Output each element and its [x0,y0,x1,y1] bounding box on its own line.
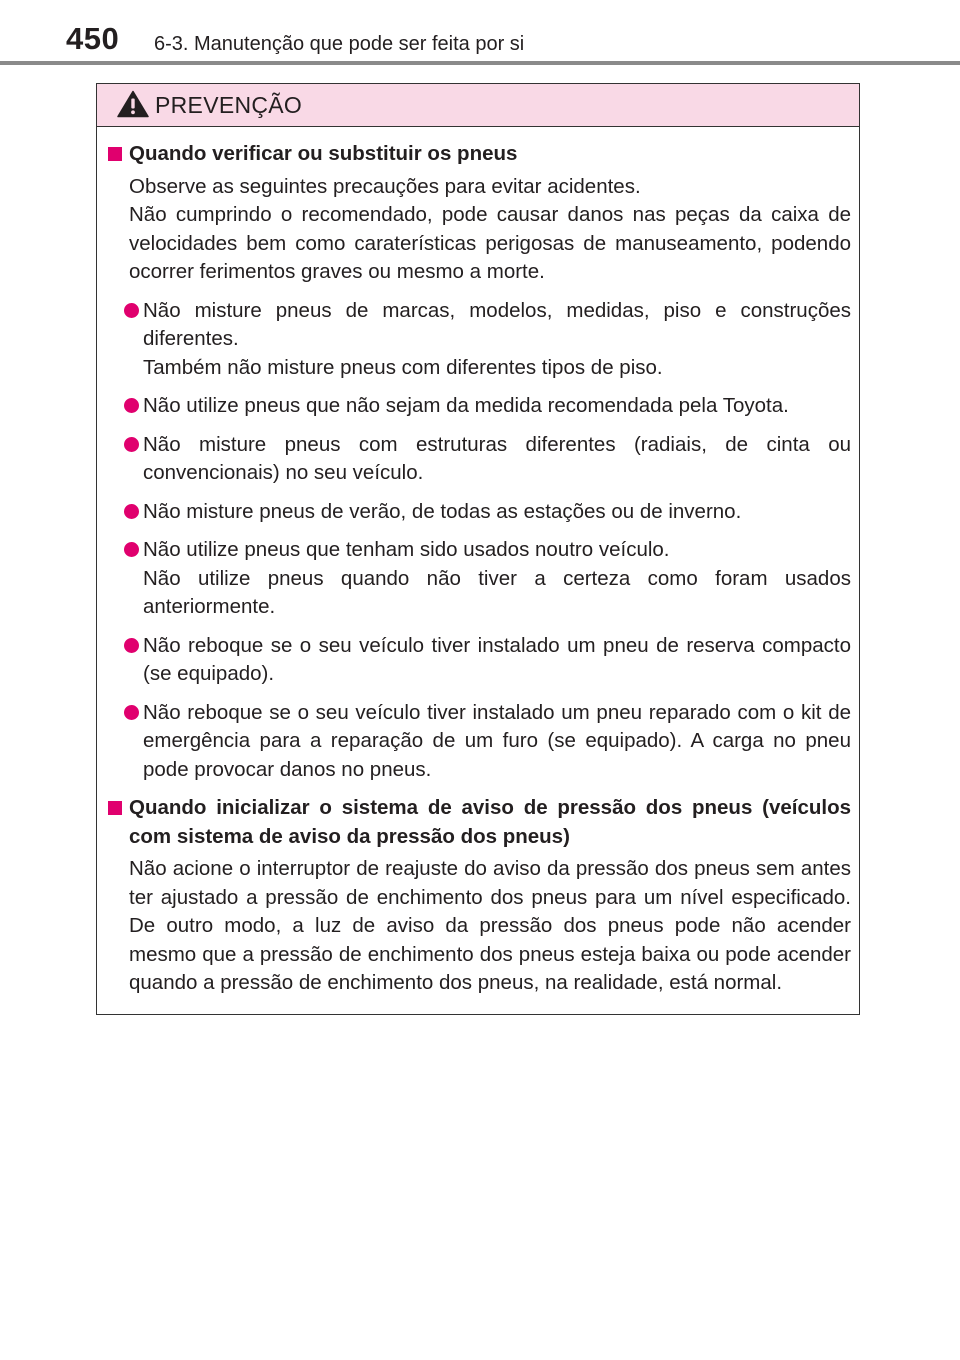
list-item-text: Não reboque se o seu veículo tiver instalado um pneu reparado com o kit de emergência para a reparação de um furo (se equipado). A carga no pneu pode provocar danos no pneus. [143,700,851,781]
paragraph: Não cumprindo o recomendado, pode causar danos nas peças da caixa de velocidades bem como caraterísticas perigosas de manuseamento, podendo ocorrer ferimentos graves ou mesmo a morte. [129,203,851,283]
bullet-list [107,297,851,785]
list-item-text: Não reboque se o seu veículo tiver instalado um pneu de reserva compacto (se equipado). [143,633,851,685]
section-heading [107,794,851,851]
header-rule [0,61,960,65]
page-number: 450 [66,21,120,56]
list-item-text: Não utilize pneus quando não tiver a certeza como foram usados anteriormente. [143,566,851,618]
section-paragraphs [107,173,851,287]
list-item [123,498,851,527]
warning-box [96,83,860,1015]
list-item-text: Não misture pneus de marcas, modelos, medidas, piso e construções diferentes. [143,298,851,350]
warning-content [97,127,859,998]
section-title: 6-3. Manutenção que pode ser feita por si [154,33,525,55]
list-item-text: Não misture pneus com estruturas diferentes (radiais, de cinta ou convencionais) no seu veículo. [143,432,851,484]
list-item [123,632,851,689]
list-item-text: Não misture pneus de verão, de todas as estações ou de inverno. [143,499,742,523]
circle-bullet-icon [124,398,139,413]
warning-triangle-icon [117,90,149,118]
circle-bullet-icon [124,705,139,720]
square-bullet-icon [108,147,122,161]
section-heading-text: Quando inicializar o sistema de aviso de pressão dos pneus (veículos com sistema de aviso da pressão dos pneus) [129,796,851,848]
list-item [123,392,851,421]
list-item-text: Não utilize pneus que tenham sido usados noutro veículo. [143,538,670,561]
list-item [123,431,851,488]
section-heading-text: Quando verificar ou substituir os pneus [129,142,518,165]
warning-title: PREVENÇÃO [155,92,303,118]
square-bullet-icon [108,801,122,815]
circle-bullet-icon [124,504,139,519]
list-item [123,536,851,622]
circle-bullet-icon [124,542,139,557]
list-item-text: Também não misture pneus com diferentes tipos de piso. [143,355,663,379]
warning-header [97,84,859,127]
circle-bullet-icon [124,638,139,653]
list-item [123,699,851,785]
list-item-text: Não utilize pneus que não sejam da medida recomendada pela Toyota. [143,394,789,417]
section-paragraphs [107,855,851,998]
list-item [123,297,851,383]
paragraph: Não acione o interruptor de reajuste do aviso da pressão dos pneus sem antes ter ajustado a pressão de enchimento dos pneus para um nível especificado. De outro modo, a luz de aviso da pressão dos pneus pode não acender mesmo que a pressão de enchimento dos pneus esteja baixa ou pode acender quando a pressão de enchimento dos pneus, na realidade, está normal. [129,857,851,994]
paragraph: Observe as seguintes precauções para evitar acidentes. [129,174,641,198]
page-header [0,0,960,64]
section-heading [107,140,851,169]
circle-bullet-icon [124,437,139,452]
circle-bullet-icon [124,303,139,318]
